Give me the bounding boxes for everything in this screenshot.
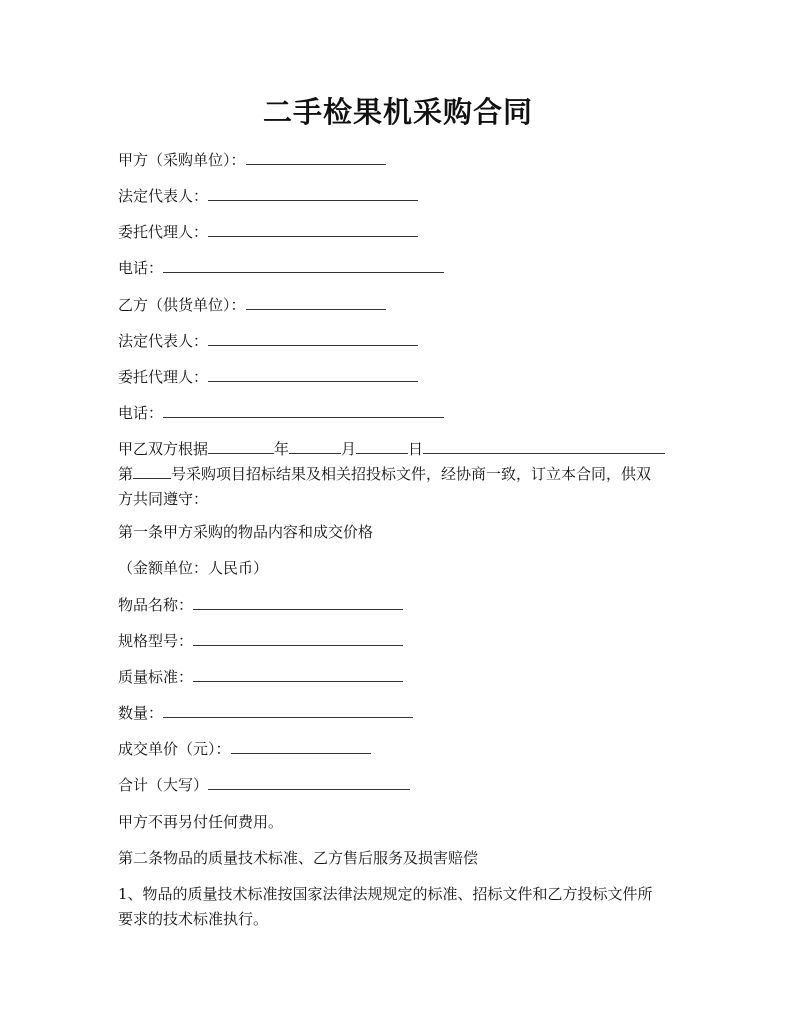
item-name-label: 物品名称：: [118, 596, 194, 614]
quality-label: 质量标准：: [118, 668, 194, 686]
party-b-rep-label: 法定代表人：: [118, 332, 209, 350]
party-a-agent-line: [118, 221, 418, 243]
unit-price-line: [118, 738, 371, 760]
party-b-phone-line: [118, 402, 444, 424]
party-a-phone-label: 电话：: [118, 259, 164, 277]
no-extra-fee-text: 甲方不再另付任何费用。: [118, 813, 284, 831]
quantity-line: [118, 702, 413, 724]
preamble-ending: 方共同遵守：: [118, 490, 209, 508]
total-label: 合计（大写）: [118, 776, 209, 794]
spec-line: [118, 630, 403, 652]
preamble-row-3: [118, 487, 683, 512]
party-b-label: 乙方（供货单位）：: [118, 296, 246, 314]
party-a-rep-blank[interactable]: [208, 185, 418, 201]
party-b-agent-label: 委托代理人：: [118, 368, 209, 386]
total-line: [118, 774, 410, 796]
party-b-blank[interactable]: [246, 294, 386, 310]
party-a-label: 甲方（采购单位）：: [118, 151, 246, 169]
party-a-phone-blank[interactable]: [163, 257, 444, 273]
preamble-row-2: [118, 462, 683, 487]
party-a-line: [118, 149, 386, 171]
party-b-phone-blank[interactable]: [163, 402, 444, 418]
preamble-year-blank[interactable]: [208, 438, 274, 454]
party-a-phone-line: [118, 257, 444, 279]
party-b-rep-blank[interactable]: [208, 330, 418, 346]
party-a-rep-line: [118, 185, 418, 207]
party-b-agent-blank[interactable]: [208, 366, 418, 382]
clause-1-row-2: 要求的技术标准执行。: [118, 910, 269, 928]
party-a-agent-label: 委托代理人：: [118, 223, 209, 241]
currency-note: （金额单位：人民币）: [118, 559, 269, 577]
article-2-heading: 第二条物品的质量技术标准、乙方售后服务及损害赔偿: [118, 849, 479, 867]
party-b-rep-line: [118, 330, 418, 352]
preamble-project-no-blank[interactable]: [133, 463, 171, 479]
preamble-no-prefix: 第: [118, 465, 134, 483]
preamble-year: 年: [274, 440, 290, 458]
article-1-heading: 第一条甲方采购的物品内容和成交价格: [118, 523, 374, 541]
preamble-body: 号采购项目招标结果及相关招投标文件，经协商一致，订立本合同，供双: [171, 465, 652, 483]
spec-label: 规格型号：: [118, 632, 194, 650]
preamble-tail-blank[interactable]: [423, 438, 665, 454]
quality-line: [118, 666, 403, 688]
item-name-line: [118, 594, 403, 616]
preamble-month-blank[interactable]: [289, 438, 341, 454]
clause-1-row-1: 1、物品的质量技术标准按国家法律法规规定的标准、招标文件和乙方投标文件所: [118, 885, 653, 903]
article-2-clause-1: [118, 882, 683, 932]
item-name-blank[interactable]: [193, 594, 403, 610]
preamble-month: 月: [341, 440, 357, 458]
unit-price-label: 成交单价（元）：: [118, 740, 231, 758]
party-b-agent-line: [118, 366, 418, 388]
party-b-line: [118, 294, 386, 316]
total-blank[interactable]: [208, 774, 410, 790]
party-b-phone-label: 电话：: [118, 404, 164, 422]
preamble-paragraph: [118, 437, 683, 512]
preamble-day: 日: [408, 440, 424, 458]
quantity-blank[interactable]: [163, 702, 413, 718]
document-title: 二手检果机采购合同: [262, 95, 533, 129]
quantity-label: 数量：: [118, 704, 164, 722]
party-a-blank[interactable]: [246, 149, 386, 165]
preamble-row-1: [118, 437, 683, 462]
party-a-agent-blank[interactable]: [208, 221, 418, 237]
unit-price-blank[interactable]: [231, 738, 371, 754]
party-a-rep-label: 法定代表人：: [118, 187, 209, 205]
quality-blank[interactable]: [193, 666, 403, 682]
preamble-day-blank[interactable]: [356, 438, 408, 454]
preamble-text: 甲乙双方根据: [118, 440, 209, 458]
spec-blank[interactable]: [193, 630, 403, 646]
